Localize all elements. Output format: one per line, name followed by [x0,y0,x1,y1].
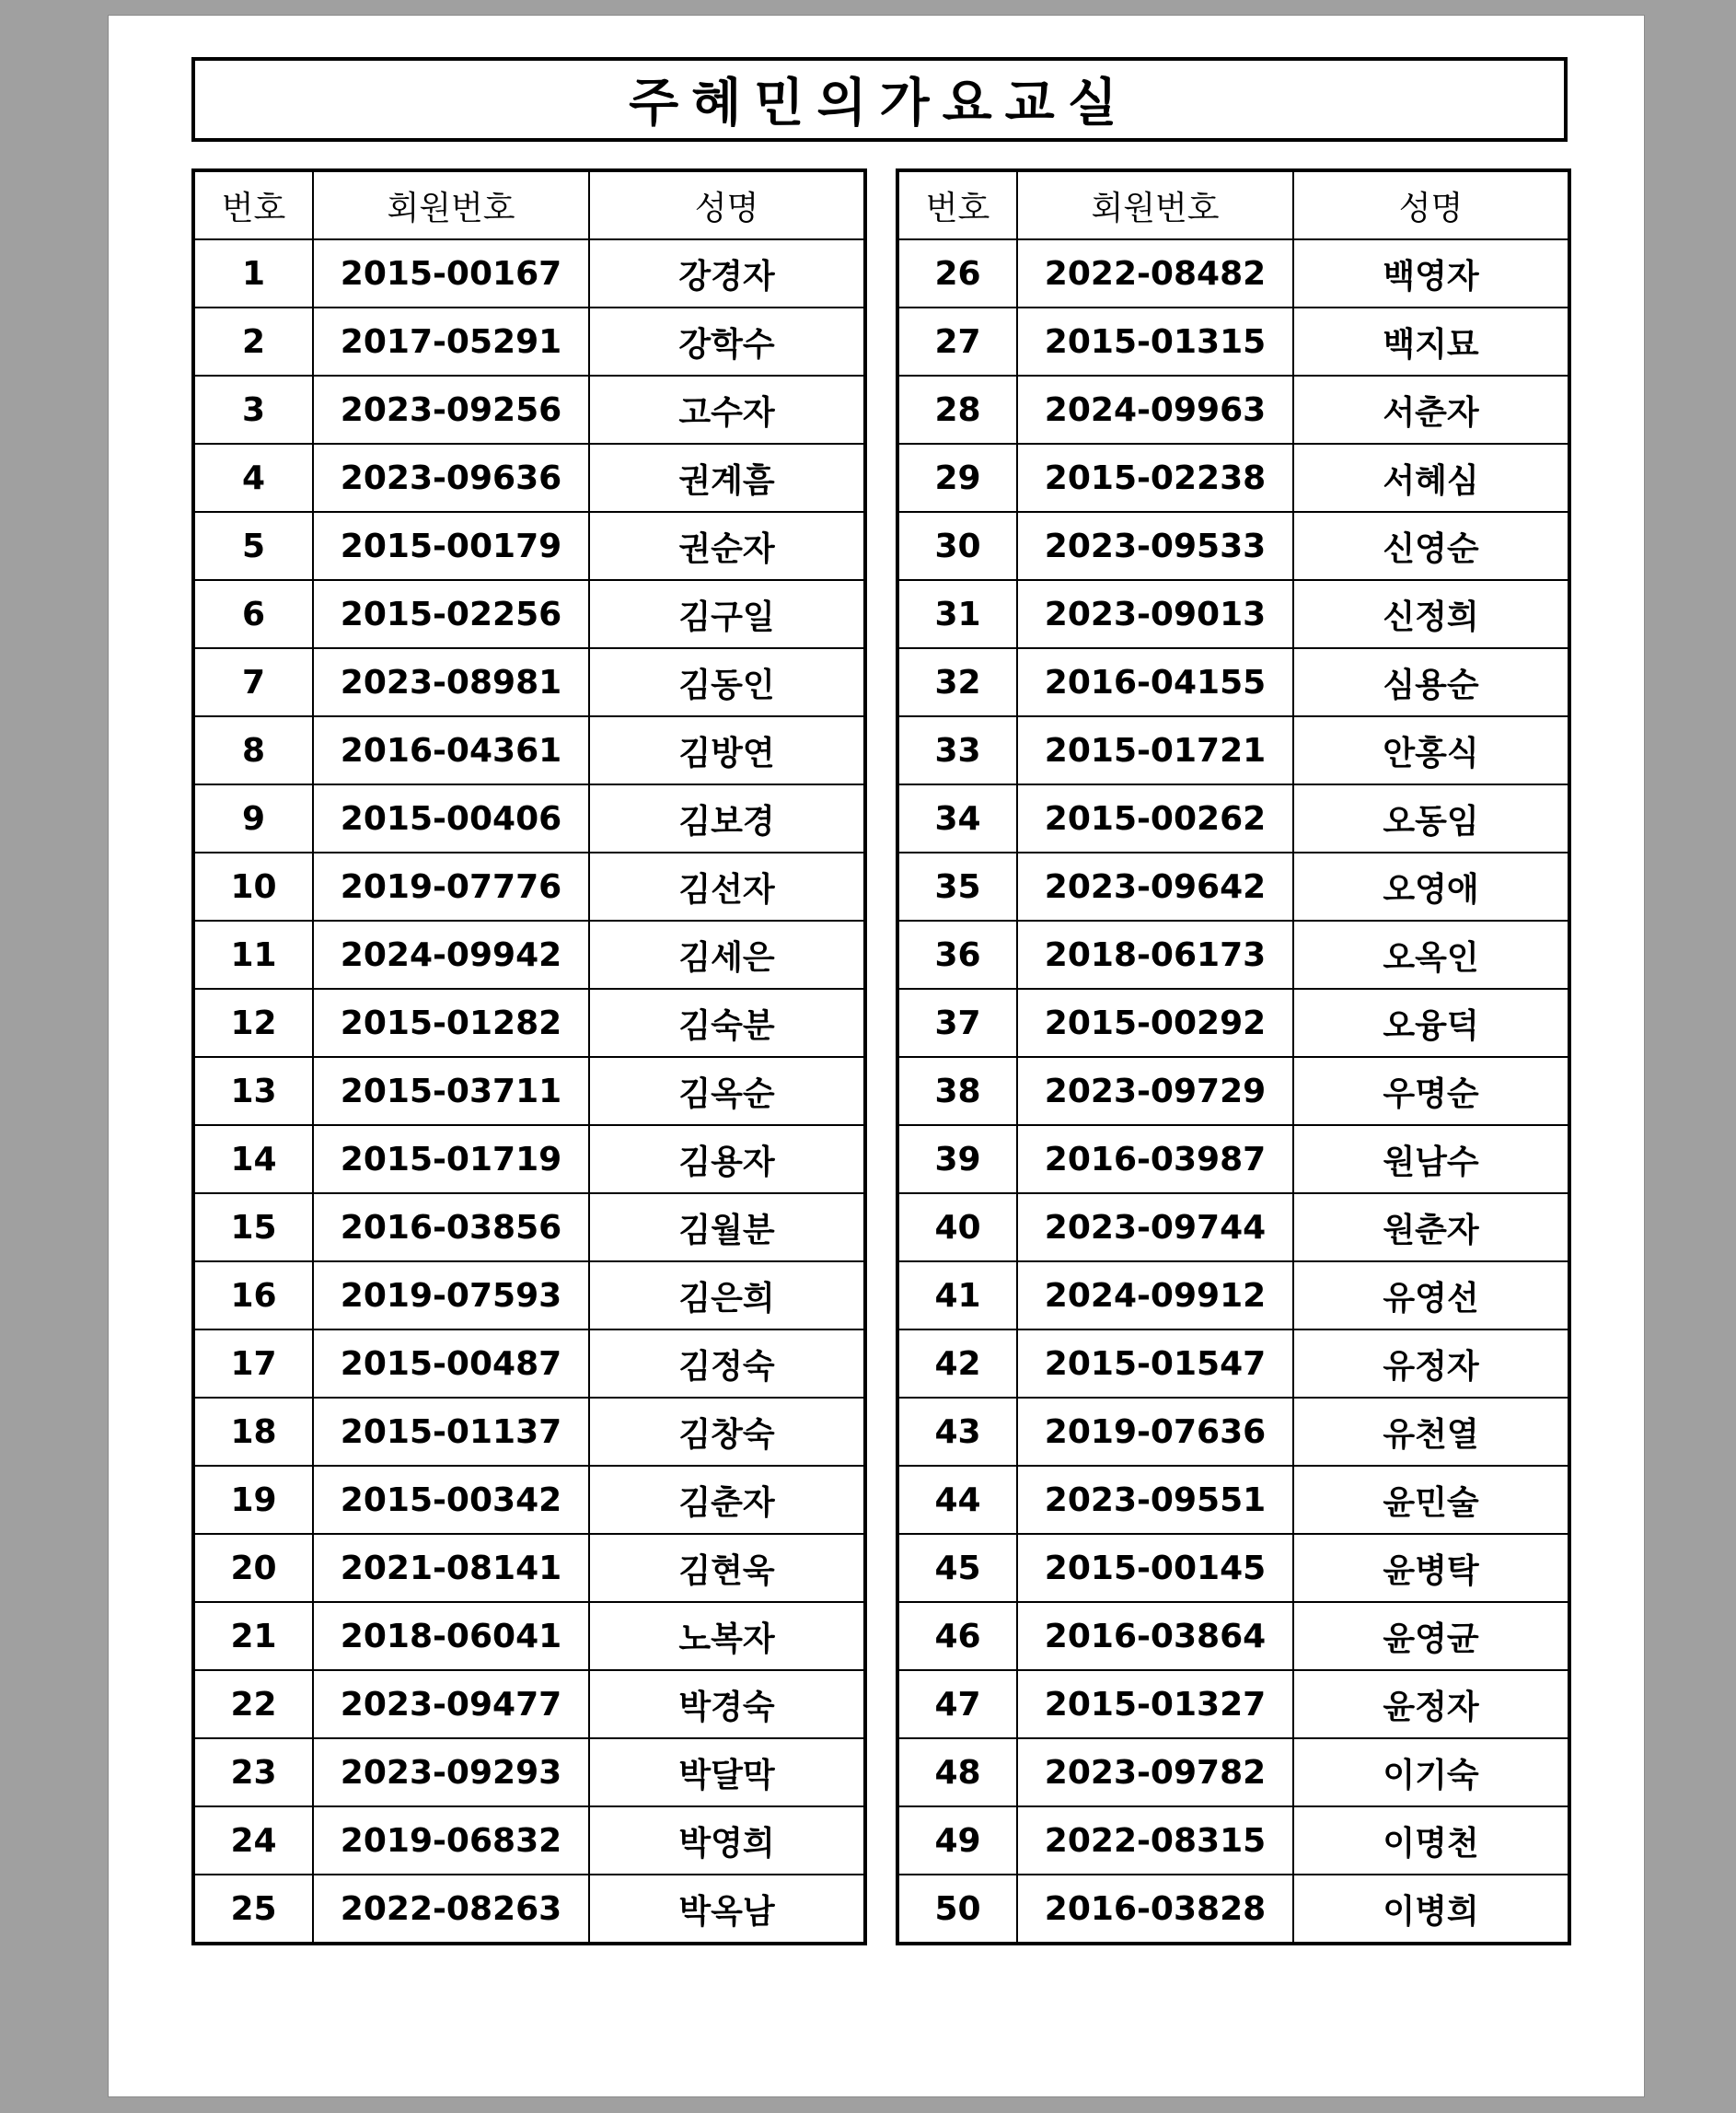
table-row [897,308,1569,376]
cell-no: 9 [193,784,313,853]
table-row [897,1398,1569,1466]
cell-member-id: 2023-09477 [313,1670,589,1738]
cell-no: 20 [193,1534,313,1602]
cell-name: 권순자 [589,512,865,580]
cell-member-id: 2022-08482 [1017,239,1293,308]
table-row [193,1670,865,1738]
table-row [897,784,1569,853]
cell-name: 노복자 [589,1602,865,1670]
cell-member-id: 2018-06173 [1017,921,1293,989]
table-row [897,1806,1569,1875]
cell-no: 32 [897,648,1017,716]
table-row [193,853,865,921]
table-row [897,1875,1569,1944]
table-row [897,1261,1569,1329]
cell-member-id: 2023-09256 [313,376,589,444]
cell-no: 49 [897,1806,1017,1875]
cell-name: 이명천 [1293,1806,1569,1875]
cell-no: 8 [193,716,313,784]
cell-member-id: 2015-01282 [313,989,589,1057]
table-row [897,853,1569,921]
cell-member-id: 2022-08263 [313,1875,589,1944]
cell-no: 45 [897,1534,1017,1602]
table-row [193,716,865,784]
cell-no: 41 [897,1261,1017,1329]
table-row [897,716,1569,784]
table-row [193,648,865,716]
table-row [193,444,865,512]
cell-name: 이병희 [1293,1875,1569,1944]
cell-name: 김창숙 [589,1398,865,1466]
cell-member-id: 2015-01327 [1017,1670,1293,1738]
cell-name: 김은희 [589,1261,865,1329]
cell-no: 28 [897,376,1017,444]
cell-no: 16 [193,1261,313,1329]
cell-name: 오옥인 [1293,921,1569,989]
cell-member-id: 2022-08315 [1017,1806,1293,1875]
table-row [193,1738,865,1806]
header-name: 성명 [1293,170,1569,239]
cell-name: 김춘자 [589,1466,865,1534]
table-row [193,1125,865,1193]
cell-no: 12 [193,989,313,1057]
cell-no: 36 [897,921,1017,989]
cell-name: 윤영균 [1293,1602,1569,1670]
cell-name: 윤정자 [1293,1670,1569,1738]
cell-no: 50 [897,1875,1017,1944]
cell-member-id: 2016-04361 [313,716,589,784]
cell-no: 10 [193,853,313,921]
table-row [193,1057,865,1125]
cell-no: 40 [897,1193,1017,1261]
cell-name: 강경자 [589,239,865,308]
cell-name: 오동임 [1293,784,1569,853]
cell-name: 윤민술 [1293,1466,1569,1534]
cell-member-id: 2015-01721 [1017,716,1293,784]
cell-no: 23 [193,1738,313,1806]
cell-no: 14 [193,1125,313,1193]
cell-member-id: 2015-00342 [313,1466,589,1534]
cell-member-id: 2015-00167 [313,239,589,308]
table-row [193,308,865,376]
cell-member-id: 2023-09293 [313,1738,589,1806]
table-row [897,239,1569,308]
cell-name: 원춘자 [1293,1193,1569,1261]
table-row [897,1193,1569,1261]
cell-name: 김세은 [589,921,865,989]
cell-member-id: 2015-01719 [313,1125,589,1193]
table-row [897,444,1569,512]
cell-name: 유정자 [1293,1329,1569,1398]
cell-member-id: 2015-01315 [1017,308,1293,376]
cell-member-id: 2019-06832 [313,1806,589,1875]
table-row [193,580,865,648]
cell-no: 44 [897,1466,1017,1534]
table-row [897,1670,1569,1738]
table-row [897,921,1569,989]
cell-no: 19 [193,1466,313,1534]
cell-no: 4 [193,444,313,512]
cell-member-id: 2024-09942 [313,921,589,989]
cell-no: 31 [897,580,1017,648]
cell-no: 39 [897,1125,1017,1193]
table-row [897,1466,1569,1534]
cell-member-id: 2023-09013 [1017,580,1293,648]
table-row [897,1602,1569,1670]
cell-no: 18 [193,1398,313,1466]
cell-member-id: 2019-07636 [1017,1398,1293,1466]
cell-member-id: 2019-07776 [313,853,589,921]
table-row [193,1534,865,1602]
cell-no: 21 [193,1602,313,1670]
cell-no: 38 [897,1057,1017,1125]
table-row [193,1329,865,1398]
table-row [897,1738,1569,1806]
cell-name: 김선자 [589,853,865,921]
table-row [193,1398,865,1466]
cell-no: 24 [193,1806,313,1875]
cell-name: 오융덕 [1293,989,1569,1057]
cell-member-id: 2015-00145 [1017,1534,1293,1602]
cell-member-id: 2016-03856 [313,1193,589,1261]
roster-table-left [191,168,867,1945]
cell-name: 백영자 [1293,239,1569,308]
header-no: 번호 [193,170,313,239]
cell-member-id: 2015-01547 [1017,1329,1293,1398]
cell-name: 박옥남 [589,1875,865,1944]
cell-name: 강학수 [589,308,865,376]
cell-member-id: 2023-08981 [313,648,589,716]
cell-member-id: 2023-09744 [1017,1193,1293,1261]
cell-no: 15 [193,1193,313,1261]
cell-no: 1 [193,239,313,308]
table-row [193,1261,865,1329]
table-row [193,1466,865,1534]
document-page [108,15,1645,2097]
cell-name: 백지묘 [1293,308,1569,376]
cell-name: 권계흠 [589,444,865,512]
cell-name: 박달막 [589,1738,865,1806]
cell-no: 30 [897,512,1017,580]
cell-no: 35 [897,853,1017,921]
cell-member-id: 2015-02256 [313,580,589,648]
cell-name: 김구일 [589,580,865,648]
cell-member-id: 2015-00487 [313,1329,589,1398]
cell-name: 박경숙 [589,1670,865,1738]
cell-no: 2 [193,308,313,376]
cell-name: 서혜심 [1293,444,1569,512]
cell-member-id: 2015-03711 [313,1057,589,1125]
cell-no: 43 [897,1398,1017,1466]
table-row [193,1875,865,1944]
title-box [191,57,1568,142]
table-row [897,512,1569,580]
cell-no: 13 [193,1057,313,1125]
cell-no: 17 [193,1329,313,1398]
cell-member-id: 2015-00262 [1017,784,1293,853]
table-row [193,512,865,580]
cell-name: 고수자 [589,376,865,444]
cell-member-id: 2016-03828 [1017,1875,1293,1944]
cell-name: 서춘자 [1293,376,1569,444]
cell-member-id: 2023-09551 [1017,1466,1293,1534]
cell-member-id: 2024-09963 [1017,376,1293,444]
cell-no: 33 [897,716,1017,784]
cell-name: 김용자 [589,1125,865,1193]
table-row [193,921,865,989]
cell-member-id: 2016-03864 [1017,1602,1293,1670]
cell-name: 신정희 [1293,580,1569,648]
cell-name: 박영희 [589,1806,865,1875]
table-row [897,580,1569,648]
table-row [897,989,1569,1057]
cell-name: 우명순 [1293,1057,1569,1125]
cell-member-id: 2019-07593 [313,1261,589,1329]
cell-no: 46 [897,1602,1017,1670]
cell-no: 48 [897,1738,1017,1806]
table-row [897,376,1569,444]
cell-name: 신영순 [1293,512,1569,580]
cell-member-id: 2016-03987 [1017,1125,1293,1193]
table-row [897,1057,1569,1125]
cell-member-id: 2016-04155 [1017,648,1293,716]
cell-no: 37 [897,989,1017,1057]
cell-name: 김월분 [589,1193,865,1261]
cell-name: 김정숙 [589,1329,865,1398]
table-row [897,648,1569,716]
cell-no: 26 [897,239,1017,308]
cell-member-id: 2015-00292 [1017,989,1293,1057]
header-member-id: 회원번호 [1017,170,1293,239]
table-row [897,1329,1569,1398]
table-row [193,784,865,853]
cell-no: 22 [193,1670,313,1738]
cell-no: 6 [193,580,313,648]
table-row [193,376,865,444]
cell-no: 29 [897,444,1017,512]
cell-no: 11 [193,921,313,989]
cell-member-id: 2018-06041 [313,1602,589,1670]
cell-member-id: 2023-09636 [313,444,589,512]
cell-member-id: 2015-00179 [313,512,589,580]
header-name: 성명 [589,170,865,239]
cell-member-id: 2024-09912 [1017,1261,1293,1329]
table-row [897,1125,1569,1193]
header-member-id: 회원번호 [313,170,589,239]
cell-member-id: 2023-09729 [1017,1057,1293,1125]
cell-member-id: 2015-02238 [1017,444,1293,512]
cell-name: 김현욱 [589,1534,865,1602]
cell-name: 오영애 [1293,853,1569,921]
table-row [193,989,865,1057]
header-no: 번호 [897,170,1017,239]
cell-name: 안홍식 [1293,716,1569,784]
cell-name: 원남수 [1293,1125,1569,1193]
cell-no: 3 [193,376,313,444]
cell-member-id: 2023-09642 [1017,853,1293,921]
page-title: 주혜민의가요교실 [629,74,1130,134]
cell-member-id: 2015-00406 [313,784,589,853]
cell-name: 심용순 [1293,648,1569,716]
cell-no: 42 [897,1329,1017,1398]
header-row [193,170,865,239]
table-row [897,1534,1569,1602]
cell-name: 김숙분 [589,989,865,1057]
cell-member-id: 2017-05291 [313,308,589,376]
cell-name: 윤병탁 [1293,1534,1569,1602]
cell-name: 유천열 [1293,1398,1569,1466]
cell-name: 김방연 [589,716,865,784]
cell-no: 34 [897,784,1017,853]
cell-name: 김동인 [589,648,865,716]
cell-no: 47 [897,1670,1017,1738]
roster-table-right [896,168,1571,1945]
cell-no: 27 [897,308,1017,376]
table-row [193,239,865,308]
cell-member-id: 2015-01137 [313,1398,589,1466]
cell-no: 25 [193,1875,313,1944]
cell-member-id: 2023-09782 [1017,1738,1293,1806]
table-row [193,1602,865,1670]
cell-name: 김보경 [589,784,865,853]
cell-member-id: 2021-08141 [313,1534,589,1602]
cell-name: 이기숙 [1293,1738,1569,1806]
cell-no: 5 [193,512,313,580]
cell-name: 김옥순 [589,1057,865,1125]
cell-name: 유영선 [1293,1261,1569,1329]
header-row [897,170,1569,239]
cell-member-id: 2023-09533 [1017,512,1293,580]
table-row [193,1806,865,1875]
cell-no: 7 [193,648,313,716]
table-row [193,1193,865,1261]
